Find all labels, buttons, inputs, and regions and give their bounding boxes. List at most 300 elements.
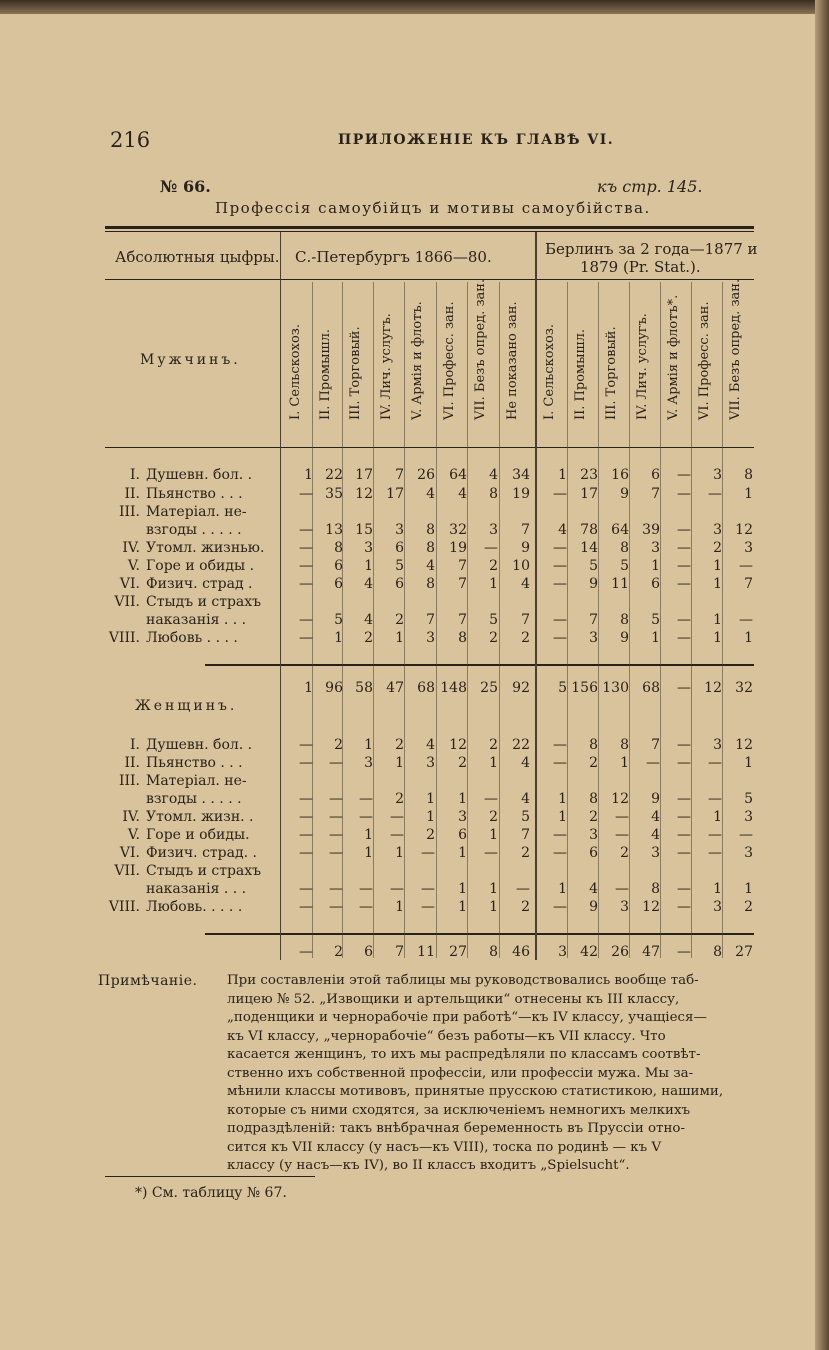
column-header-text: II. Промышл. bbox=[318, 329, 333, 420]
table-cell: 1 bbox=[489, 576, 498, 592]
table-cell: — bbox=[359, 791, 373, 807]
row-label-number: III. bbox=[118, 504, 140, 520]
note-line: къ VI классу, „чернорабочіе“ безъ работы—къ VII классу. Что bbox=[227, 1028, 666, 1044]
table-cell: 3 bbox=[713, 522, 722, 538]
table-cell: 8 bbox=[620, 540, 629, 556]
table-cell: 6 bbox=[651, 576, 660, 592]
table-cell: 3 bbox=[426, 755, 435, 771]
row-label-number: II. bbox=[124, 755, 140, 771]
table-cell: 7 bbox=[426, 612, 435, 628]
total-cell: — bbox=[677, 680, 691, 696]
table-cell: 2 bbox=[713, 540, 722, 556]
table-cell: 7 bbox=[458, 612, 467, 628]
row-label-number: IV. bbox=[122, 540, 140, 556]
table-cell: — bbox=[299, 899, 313, 915]
note-line: лицею № 52. „Извощики и артельщики“ отнесены къ III классу, bbox=[227, 991, 680, 1007]
column-header-text: V. Армія и флотъ. bbox=[410, 301, 425, 420]
row-label bbox=[106, 845, 257, 861]
table-cell: 8 bbox=[620, 737, 629, 753]
table-cell: — bbox=[615, 827, 629, 843]
table-cell: — bbox=[484, 540, 498, 556]
table-cell: 12 bbox=[642, 899, 660, 915]
table-cell: 35 bbox=[325, 486, 343, 502]
table-cell: 2 bbox=[334, 737, 343, 753]
table-cell: 9 bbox=[620, 486, 629, 502]
table-cell: — bbox=[299, 612, 313, 628]
table-cell: 6 bbox=[395, 576, 404, 592]
table-cell: — bbox=[329, 827, 343, 843]
table-cell: — bbox=[553, 845, 567, 861]
table-cell: 2 bbox=[395, 791, 404, 807]
table-cell: — bbox=[299, 486, 313, 502]
row-label bbox=[106, 773, 247, 789]
table-cell: — bbox=[299, 576, 313, 592]
table-cell: 4 bbox=[364, 612, 373, 628]
table-cell: 1 bbox=[395, 755, 404, 771]
column-header-text: IV. Лич. услугъ. bbox=[379, 313, 394, 420]
table-cell: 4 bbox=[521, 791, 530, 807]
table-cell: 4 bbox=[458, 486, 467, 502]
row-label bbox=[106, 486, 243, 502]
table-cell: 6 bbox=[395, 540, 404, 556]
table-cell: 1 bbox=[364, 845, 373, 861]
table-cell: 3 bbox=[620, 899, 629, 915]
table-cell: 1 bbox=[364, 827, 373, 843]
table-cell: — bbox=[677, 791, 691, 807]
table-cell: — bbox=[390, 809, 404, 825]
total-cell: 3 bbox=[558, 944, 567, 960]
table-cell: 2 bbox=[620, 845, 629, 861]
row-label-number: VII. bbox=[114, 594, 140, 610]
total-cell: 47 bbox=[386, 680, 404, 696]
table-cell: 1 bbox=[489, 899, 498, 915]
table-cell: — bbox=[299, 791, 313, 807]
total-cell: 26 bbox=[611, 944, 629, 960]
table-cell: 8 bbox=[589, 737, 598, 753]
table-cell: 8 bbox=[426, 576, 435, 592]
table-cell: 1 bbox=[458, 845, 467, 861]
row-label-text: Горе и обиды . bbox=[146, 558, 255, 574]
table-cell: 9 bbox=[589, 576, 598, 592]
column-header-text: VI. Професс. зан. bbox=[442, 301, 457, 420]
note-line: классу (у насъ—къ IV), во II классъ входитъ „Spielsucht“. bbox=[227, 1158, 630, 1173]
table-cell: 32 bbox=[449, 522, 467, 538]
total-cell: 8 bbox=[489, 944, 498, 960]
total-cell: 96 bbox=[325, 680, 343, 696]
table-cell: 3 bbox=[458, 809, 467, 825]
table-cell: 8 bbox=[620, 612, 629, 628]
table-cell: 4 bbox=[489, 467, 498, 483]
row-label-text: взгоды . . . . . bbox=[146, 522, 242, 538]
note-line: ственно ихъ собственной профессіи, или профессіи мужа. Мы за- bbox=[227, 1065, 694, 1081]
table-cell: 1 bbox=[558, 809, 567, 825]
table-cell: 3 bbox=[744, 540, 753, 556]
table-cell: — bbox=[677, 827, 691, 843]
note-line: мѣнили классы мотивовъ, принятые прусскою статистикою, нашими, bbox=[227, 1084, 724, 1099]
table-cell: — bbox=[553, 737, 567, 753]
row-label-number: VIII. bbox=[108, 630, 140, 646]
table-cell: — bbox=[390, 881, 404, 897]
table-cell: 8 bbox=[744, 467, 753, 483]
row-label-text: взгоды . . . . . bbox=[146, 791, 242, 807]
row-label-text: Душевн. бол. . bbox=[146, 467, 253, 483]
table-cell: — bbox=[677, 486, 691, 502]
table-cell: 3 bbox=[651, 540, 660, 556]
table-cell: 23 bbox=[580, 467, 598, 483]
table-cell: 4 bbox=[651, 827, 660, 843]
total-cell: 68 bbox=[417, 680, 435, 696]
row-label-number: V. bbox=[127, 827, 140, 843]
table-cell: 7 bbox=[521, 827, 530, 843]
table-cell: — bbox=[329, 899, 343, 915]
table-cell: — bbox=[708, 827, 722, 843]
table-cell: 3 bbox=[651, 845, 660, 861]
total-cell: 46 bbox=[512, 944, 530, 960]
row-label bbox=[106, 522, 242, 538]
table-cell: 4 bbox=[426, 558, 435, 574]
table-cell: 10 bbox=[512, 558, 530, 574]
total-cell: 5 bbox=[558, 680, 567, 696]
table-cell: 3 bbox=[426, 630, 435, 646]
table-cell: 5 bbox=[334, 612, 343, 628]
table-cell: 16 bbox=[611, 467, 629, 483]
table-cell: 4 bbox=[651, 809, 660, 825]
table-cell: — bbox=[739, 612, 753, 628]
row-label bbox=[106, 504, 247, 520]
table-cell: 1 bbox=[713, 881, 722, 897]
total-cell: 42 bbox=[580, 944, 598, 960]
table-cell: — bbox=[329, 755, 343, 771]
row-label-text: Матеріал. не- bbox=[146, 773, 247, 789]
table-cell: 34 bbox=[512, 467, 530, 483]
table-cell: 5 bbox=[395, 558, 404, 574]
table-cell: — bbox=[299, 522, 313, 538]
table-cell: 19 bbox=[449, 540, 467, 556]
table-cell: 1 bbox=[620, 755, 629, 771]
table-cell: 8 bbox=[489, 486, 498, 502]
table-cell: 2 bbox=[458, 755, 467, 771]
table-cell: 9 bbox=[651, 791, 660, 807]
table-cell: — bbox=[677, 737, 691, 753]
total-cell: 130 bbox=[602, 680, 629, 696]
table-cell: — bbox=[677, 558, 691, 574]
total-cell: 1 bbox=[304, 680, 313, 696]
table-cell: — bbox=[677, 809, 691, 825]
table-cell: 1 bbox=[713, 576, 722, 592]
row-label-text: Стыдъ и страхъ bbox=[146, 863, 262, 879]
table-cell: 2 bbox=[489, 809, 498, 825]
table-cell: 1 bbox=[395, 899, 404, 915]
table-cell: 12 bbox=[735, 737, 753, 753]
table-cell: 3 bbox=[713, 467, 722, 483]
table-cell: — bbox=[553, 899, 567, 915]
table-cell: — bbox=[299, 540, 313, 556]
table-cell: 17 bbox=[355, 467, 373, 483]
table-cell: 9 bbox=[521, 540, 530, 556]
table-cell: 8 bbox=[426, 522, 435, 538]
note-line: При составленіи этой таблицы мы руководствовались вообще таб- bbox=[227, 973, 699, 988]
table-cell: 5 bbox=[620, 558, 629, 574]
row-label bbox=[106, 576, 253, 592]
table-cell: — bbox=[677, 467, 691, 483]
table-cell: 13 bbox=[325, 522, 343, 538]
column-header-text: I. Сельскохоз. bbox=[542, 324, 557, 420]
header-berlin-line1: Берлинъ за 2 года—1877 и bbox=[545, 240, 758, 258]
table-cell: — bbox=[708, 845, 722, 861]
table-cell: 7 bbox=[395, 467, 404, 483]
table-cell: 3 bbox=[364, 755, 373, 771]
header-berlin-line2: 1879 (Pr. Stat.). bbox=[580, 258, 701, 276]
men-section-label: Мужчинъ. bbox=[140, 352, 241, 368]
table-cell: — bbox=[677, 845, 691, 861]
column-header-text: IV. Лич. услугъ. bbox=[635, 313, 650, 420]
table-cell: 4 bbox=[426, 737, 435, 753]
table-cell: 3 bbox=[489, 522, 498, 538]
footnote-rule bbox=[105, 1176, 315, 1177]
column-header-text: III. Торговый. bbox=[348, 326, 363, 420]
total-cell: 7 bbox=[395, 944, 404, 960]
table-cell: 1 bbox=[558, 791, 567, 807]
table-cell: 1 bbox=[334, 630, 343, 646]
table-cell: — bbox=[299, 737, 313, 753]
row-label bbox=[106, 827, 250, 843]
total-cell: 2 bbox=[334, 944, 343, 960]
note-line: которые съ ними сходятся, за исключеніемъ немногихъ мелкихъ bbox=[227, 1102, 691, 1118]
table-cell: — bbox=[329, 881, 343, 897]
table-cell: 4 bbox=[558, 522, 567, 538]
table-cell: 2 bbox=[489, 630, 498, 646]
row-label-text: Физич. страд. . bbox=[146, 845, 257, 861]
page-right-edge bbox=[815, 0, 829, 1350]
total-cell: — bbox=[299, 944, 313, 960]
table-cell: — bbox=[553, 576, 567, 592]
table-cell: 1 bbox=[458, 791, 467, 807]
table-cell: — bbox=[553, 827, 567, 843]
table-cell: 1 bbox=[744, 881, 753, 897]
table-cell: — bbox=[739, 827, 753, 843]
note-line: касается женщинъ, то ихъ мы распредѣляли по классамъ соотвѣт- bbox=[227, 1047, 701, 1062]
table-cell: 1 bbox=[558, 881, 567, 897]
row-label-text: Любовь . . . . bbox=[146, 630, 238, 646]
table-cell: — bbox=[299, 755, 313, 771]
table-cell: 1 bbox=[489, 827, 498, 843]
table-cell: 1 bbox=[744, 630, 753, 646]
table-cell: 14 bbox=[580, 540, 598, 556]
table-cell: 7 bbox=[458, 576, 467, 592]
table-cell: 78 bbox=[580, 522, 598, 538]
running-head: ПРИЛОЖЕНІЕ КЪ ГЛАВѢ VI. bbox=[338, 132, 615, 148]
row-label-text: Стыдъ и страхъ bbox=[146, 594, 262, 610]
table-cell: 2 bbox=[489, 558, 498, 574]
table-cell: — bbox=[299, 881, 313, 897]
table-cell: 2 bbox=[521, 845, 530, 861]
table-cell: 9 bbox=[620, 630, 629, 646]
table-cell: 6 bbox=[589, 845, 598, 861]
table-cell: 8 bbox=[426, 540, 435, 556]
table-cell: — bbox=[708, 755, 722, 771]
table-cell: 3 bbox=[713, 899, 722, 915]
table-cell: — bbox=[299, 630, 313, 646]
table-cell: 1 bbox=[364, 737, 373, 753]
table-cell: 22 bbox=[512, 737, 530, 753]
row-label-number: VI. bbox=[119, 845, 140, 861]
total-cell: — bbox=[677, 944, 691, 960]
table-cell: 2 bbox=[489, 737, 498, 753]
total-cell: 6 bbox=[364, 944, 373, 960]
table-cell: 2 bbox=[589, 755, 598, 771]
table-cell: 3 bbox=[589, 827, 598, 843]
women-total-rule bbox=[205, 933, 754, 935]
table-cell: 6 bbox=[651, 467, 660, 483]
table-cell: 3 bbox=[395, 522, 404, 538]
row-label-number: VIII. bbox=[108, 899, 140, 915]
total-cell: 27 bbox=[735, 944, 753, 960]
total-cell: 25 bbox=[480, 680, 498, 696]
men-total-rule bbox=[205, 664, 754, 666]
table-cell: 5 bbox=[521, 809, 530, 825]
table-cell: 1 bbox=[558, 467, 567, 483]
table-cell: 7 bbox=[651, 737, 660, 753]
table-cell: 1 bbox=[458, 881, 467, 897]
table-cell: 9 bbox=[589, 899, 598, 915]
table-cell: 3 bbox=[364, 540, 373, 556]
table-cell: — bbox=[329, 791, 343, 807]
table-cell: 1 bbox=[713, 612, 722, 628]
row-label bbox=[106, 612, 246, 628]
table-cell: 8 bbox=[458, 630, 467, 646]
table-cell: 4 bbox=[521, 576, 530, 592]
table-cell: — bbox=[359, 881, 373, 897]
table-cell: 1 bbox=[395, 845, 404, 861]
table-cell: — bbox=[484, 791, 498, 807]
row-label-number: VI. bbox=[119, 576, 140, 592]
row-label-text: Утомл. жизнью. bbox=[146, 540, 265, 556]
note-line: сится къ VII классу (у насъ—къ VIII), тоска по родинѣ — къ V bbox=[227, 1139, 662, 1155]
total-cell: 11 bbox=[417, 944, 435, 960]
table-cell: 4 bbox=[426, 486, 435, 502]
table-cell: 7 bbox=[458, 558, 467, 574]
table-cell: 39 bbox=[642, 522, 660, 538]
table-cell: — bbox=[677, 755, 691, 771]
table-cell: — bbox=[677, 881, 691, 897]
table-cell: — bbox=[739, 558, 753, 574]
row-label-number: I. bbox=[130, 737, 140, 753]
column-header-bottom-rule bbox=[105, 447, 754, 448]
table-cell: 3 bbox=[589, 630, 598, 646]
table-cell: 12 bbox=[449, 737, 467, 753]
table-cell: 26 bbox=[417, 467, 435, 483]
table-cell: 1 bbox=[458, 899, 467, 915]
table-cell: — bbox=[421, 899, 435, 915]
table-cell: 5 bbox=[489, 612, 498, 628]
row-label-text: наказанія . . . bbox=[146, 881, 247, 897]
table-cell: 22 bbox=[325, 467, 343, 483]
label-column-divider bbox=[280, 232, 281, 960]
table-cell: — bbox=[359, 809, 373, 825]
total-cell: 156 bbox=[571, 680, 598, 696]
total-cell: 148 bbox=[440, 680, 467, 696]
row-label bbox=[106, 809, 254, 825]
table-cell: 12 bbox=[355, 486, 373, 502]
table-cell: 5 bbox=[651, 612, 660, 628]
table-cell: — bbox=[299, 809, 313, 825]
table-cell: 1 bbox=[489, 755, 498, 771]
table-cell: 7 bbox=[521, 612, 530, 628]
table-cell: 15 bbox=[355, 522, 373, 538]
table-cell: 1 bbox=[713, 809, 722, 825]
table-cell: — bbox=[421, 881, 435, 897]
table-cell: 2 bbox=[426, 827, 435, 843]
row-label-text: Пьянство . . . bbox=[146, 755, 243, 771]
row-label-text: наказанія . . . bbox=[146, 612, 247, 628]
table-cell: — bbox=[484, 845, 498, 861]
table-cell: — bbox=[708, 486, 722, 502]
row-label bbox=[106, 881, 246, 897]
row-label-text: Душевн. бол. . bbox=[146, 737, 253, 753]
table-cell: 4 bbox=[521, 755, 530, 771]
row-label-text: Матеріал. не- bbox=[146, 504, 247, 520]
table-cell: — bbox=[677, 612, 691, 628]
table-top-rule bbox=[105, 226, 754, 229]
table-cell: 6 bbox=[334, 576, 343, 592]
table-cell: — bbox=[553, 558, 567, 574]
table-cell: 1 bbox=[744, 755, 753, 771]
table-cell: — bbox=[329, 845, 343, 861]
table-cell: 1 bbox=[426, 791, 435, 807]
table-cell: 12 bbox=[735, 522, 753, 538]
row-label bbox=[106, 467, 252, 483]
table-cell: — bbox=[615, 809, 629, 825]
table-cell: — bbox=[677, 522, 691, 538]
table-cell: 1 bbox=[364, 558, 373, 574]
table-cell: 19 bbox=[512, 486, 530, 502]
table-cell: 3 bbox=[744, 809, 753, 825]
total-cell: 68 bbox=[642, 680, 660, 696]
table-cell: — bbox=[516, 881, 530, 897]
table-cell: — bbox=[553, 540, 567, 556]
table-cell: — bbox=[553, 630, 567, 646]
table-cell: 1 bbox=[304, 467, 313, 483]
table-cell: 7 bbox=[744, 576, 753, 592]
table-cell: 1 bbox=[713, 630, 722, 646]
column-header-text: VI. Професс. зан. bbox=[697, 301, 712, 420]
row-label bbox=[106, 899, 242, 915]
column-header-text: V. Армія и флотъ*. bbox=[666, 294, 681, 420]
note-label: Примѣчаніе. bbox=[98, 973, 198, 989]
row-label-number: II. bbox=[124, 486, 140, 502]
table-cell: — bbox=[553, 755, 567, 771]
row-label-text: Любовь. . . . . bbox=[146, 899, 243, 915]
table-cell: 17 bbox=[580, 486, 598, 502]
table-cell: — bbox=[390, 827, 404, 843]
header-spb: С.-Петербургъ 1866—80. bbox=[295, 248, 492, 266]
row-label-number: VII. bbox=[114, 863, 140, 879]
row-label-number: V. bbox=[127, 558, 140, 574]
total-cell: 12 bbox=[704, 680, 722, 696]
table-cell: — bbox=[646, 755, 660, 771]
row-label bbox=[106, 558, 254, 574]
table-cell: 2 bbox=[395, 737, 404, 753]
table-cell: 6 bbox=[458, 827, 467, 843]
table-cell: — bbox=[299, 845, 313, 861]
table-cell: — bbox=[677, 540, 691, 556]
table-cell: — bbox=[677, 630, 691, 646]
table-cell: 1 bbox=[395, 630, 404, 646]
table-cell: 64 bbox=[449, 467, 467, 483]
table-cell: 7 bbox=[589, 612, 598, 628]
table-cell: 2 bbox=[395, 612, 404, 628]
table-cell: — bbox=[708, 791, 722, 807]
